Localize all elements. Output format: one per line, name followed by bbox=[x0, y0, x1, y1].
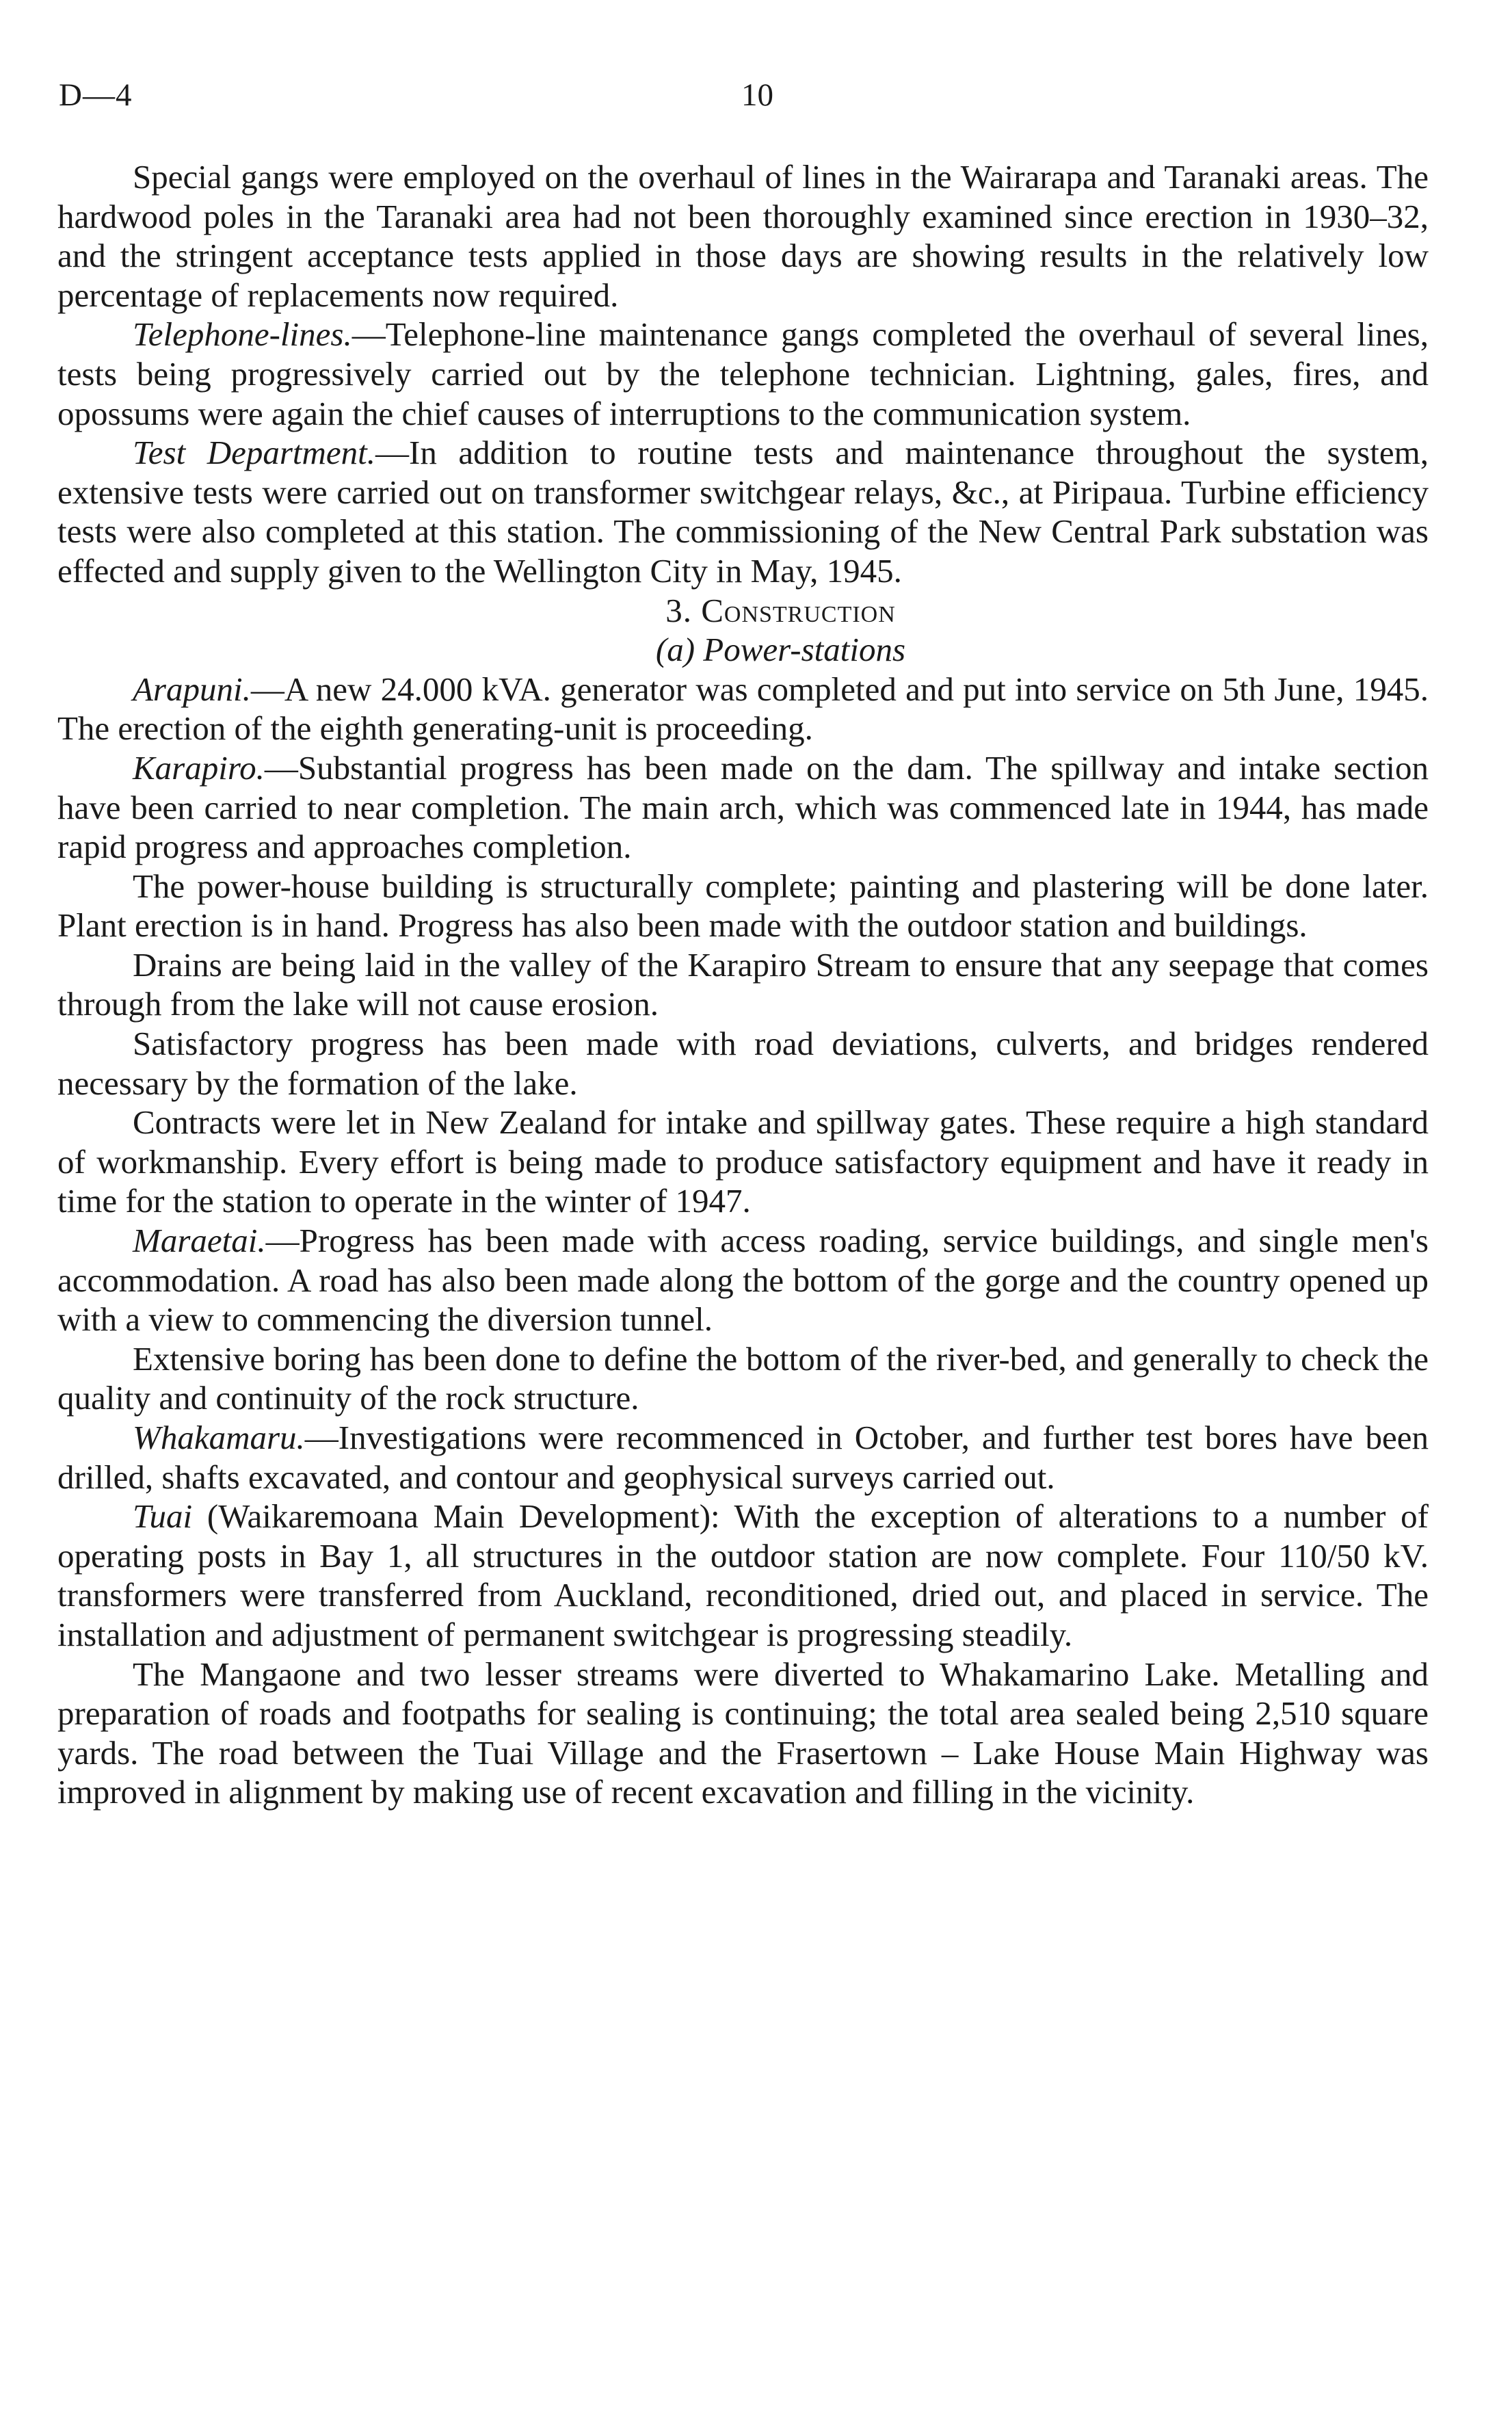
paragraph-karapiro bbox=[57, 748, 1429, 867]
paragraph-lead: Whakamaru. bbox=[133, 1419, 305, 1456]
paragraph-test-department bbox=[57, 433, 1429, 590]
paragraph-maraetai bbox=[57, 1221, 1429, 1339]
paragraph-text: Drains are being laid in the valley of the Karapiro Stream to ensure that any seepage that comes through from the lake will not cause erosion. bbox=[57, 945, 1429, 1023]
body-text bbox=[57, 157, 1429, 1812]
paragraph-text: —Telephone-line maintenance gangs completed the overhaul of several lines, tests being progressively carried out by the telephone technician. Lightning, gales, fires, and opossums were again the chief causes of interruptions to the communication system. bbox=[57, 315, 1429, 432]
document-reference: D—4 bbox=[59, 77, 133, 113]
paragraph-overhaul bbox=[57, 157, 1429, 315]
paragraph-arapuni bbox=[57, 670, 1429, 748]
paragraph-text: Extensive boring has been done to define the bottom of the river-bed, and generally to check the quality and continuity of the rock structure. bbox=[57, 1339, 1429, 1417]
paragraph-lead: Arapuni. bbox=[133, 670, 251, 708]
paragraph-lead: Test Department. bbox=[133, 434, 376, 472]
paragraph-lead: Tuai bbox=[133, 1497, 193, 1536]
paragraph-text: —Substantial progress has been made on the dam. The spillway and intake section have been carried to near completion. The main arch, which was commenced late in 1944, has made rapid progress and approaches completion. bbox=[57, 748, 1429, 866]
paragraph-contracts bbox=[57, 1103, 1429, 1221]
section-title: Construction bbox=[701, 591, 896, 629]
page-number: 10 bbox=[741, 77, 773, 113]
paragraph-text: Contracts were let in New Zealand for intake and spillway gates. These require a high standard of workmanship. Every effort is being made to produce satisfactory equipment and have it ready in time for the station to operate in the winter of 1947. bbox=[57, 1103, 1429, 1220]
paragraph-lead: Telephone-lines. bbox=[133, 315, 352, 354]
paragraph-text: Special gangs were employed on the overhaul of lines in the Wairarapa and Taranaki areas. The hardwood poles in the Taranaki area had not been thoroughly examined since erection in 1930–32, and the stringent acceptance tests applied in those days are showing results in the relatively low percentage of replacements now required. bbox=[57, 158, 1429, 314]
paragraph-boring bbox=[57, 1339, 1429, 1418]
paragraph-lead: Karapiro. bbox=[133, 748, 265, 787]
paragraph-road-deviations bbox=[57, 1024, 1429, 1103]
page-header bbox=[57, 77, 1429, 118]
paragraph-text: The power-house building is structurally complete; painting and plastering will be done later. Plant erection is in hand. Progress has also been made with the outdoor station and buildings. bbox=[57, 867, 1429, 945]
paragraph-tuai bbox=[57, 1497, 1429, 1654]
paragraph-whakamaru bbox=[57, 1418, 1429, 1497]
section-number: 3. bbox=[665, 591, 692, 629]
subsection-heading: (a) Power-stations bbox=[655, 631, 906, 669]
document-page bbox=[57, 0, 1429, 2418]
paragraph-telephone-lines bbox=[57, 315, 1429, 433]
paragraph-text: (Waikaremoana Main Development): With the exception of alterations to a number of operating posts in Bay 1, all structures in the outdoor station are now complete. Four 110/50 kV. transformers were transferred from Auckland, reconditioned, dried out, and placed in service. The installation and adjustment of permanent switchgear is progressing steadily. bbox=[57, 1497, 1429, 1653]
paragraph-text: —A new 24.000 kVA. generator was completed and put into service on 5th June, 1945. The erection of the eighth generating-unit is proceeding. bbox=[57, 670, 1429, 748]
paragraph-text: Satisfactory progress has been made with road deviations, culverts, and bridges rendered necessary by the formation of the lake. bbox=[57, 1025, 1429, 1102]
paragraph-text: —In addition to routine tests and maintenance throughout the system, extensive tests were carried out on transformer switchgear relays, &c., at Piripaua. Turbine efficiency tests were also completed at this station. The commissioning of the New Central Park substation was effected and supply given to the Wellington City in May, 1945. bbox=[57, 434, 1429, 590]
paragraph-lead: Maraetai. bbox=[133, 1222, 266, 1260]
paragraph-text: The Mangaone and two lesser streams were diverted to Whakamarino Lake. Metalling and preparation of roads and footpaths for sealing is continuing; the total area sealed being 2,510 square yards. The road between the Tuai Village and the Frasertown – Lake House Main Highway was improved in alignment by making use of recent excavation and filling in the vicinity. bbox=[57, 1655, 1429, 1811]
paragraph-power-house bbox=[57, 867, 1429, 945]
paragraph-text: —Progress has been made with access roading, service buildings, and single men's accommodation. A road has also been made along the bottom of the gorge and the country opened up with a view to commencing the diversion tunnel. bbox=[57, 1222, 1429, 1339]
section-heading bbox=[57, 591, 1429, 631]
paragraph-text: —Investigations were recommenced in October, and further test bores have been drilled, shafts excavated, and contour and geophysical surveys carried out. bbox=[57, 1419, 1429, 1496]
paragraph-mangaone bbox=[57, 1655, 1429, 1812]
paragraph-drains bbox=[57, 945, 1429, 1024]
